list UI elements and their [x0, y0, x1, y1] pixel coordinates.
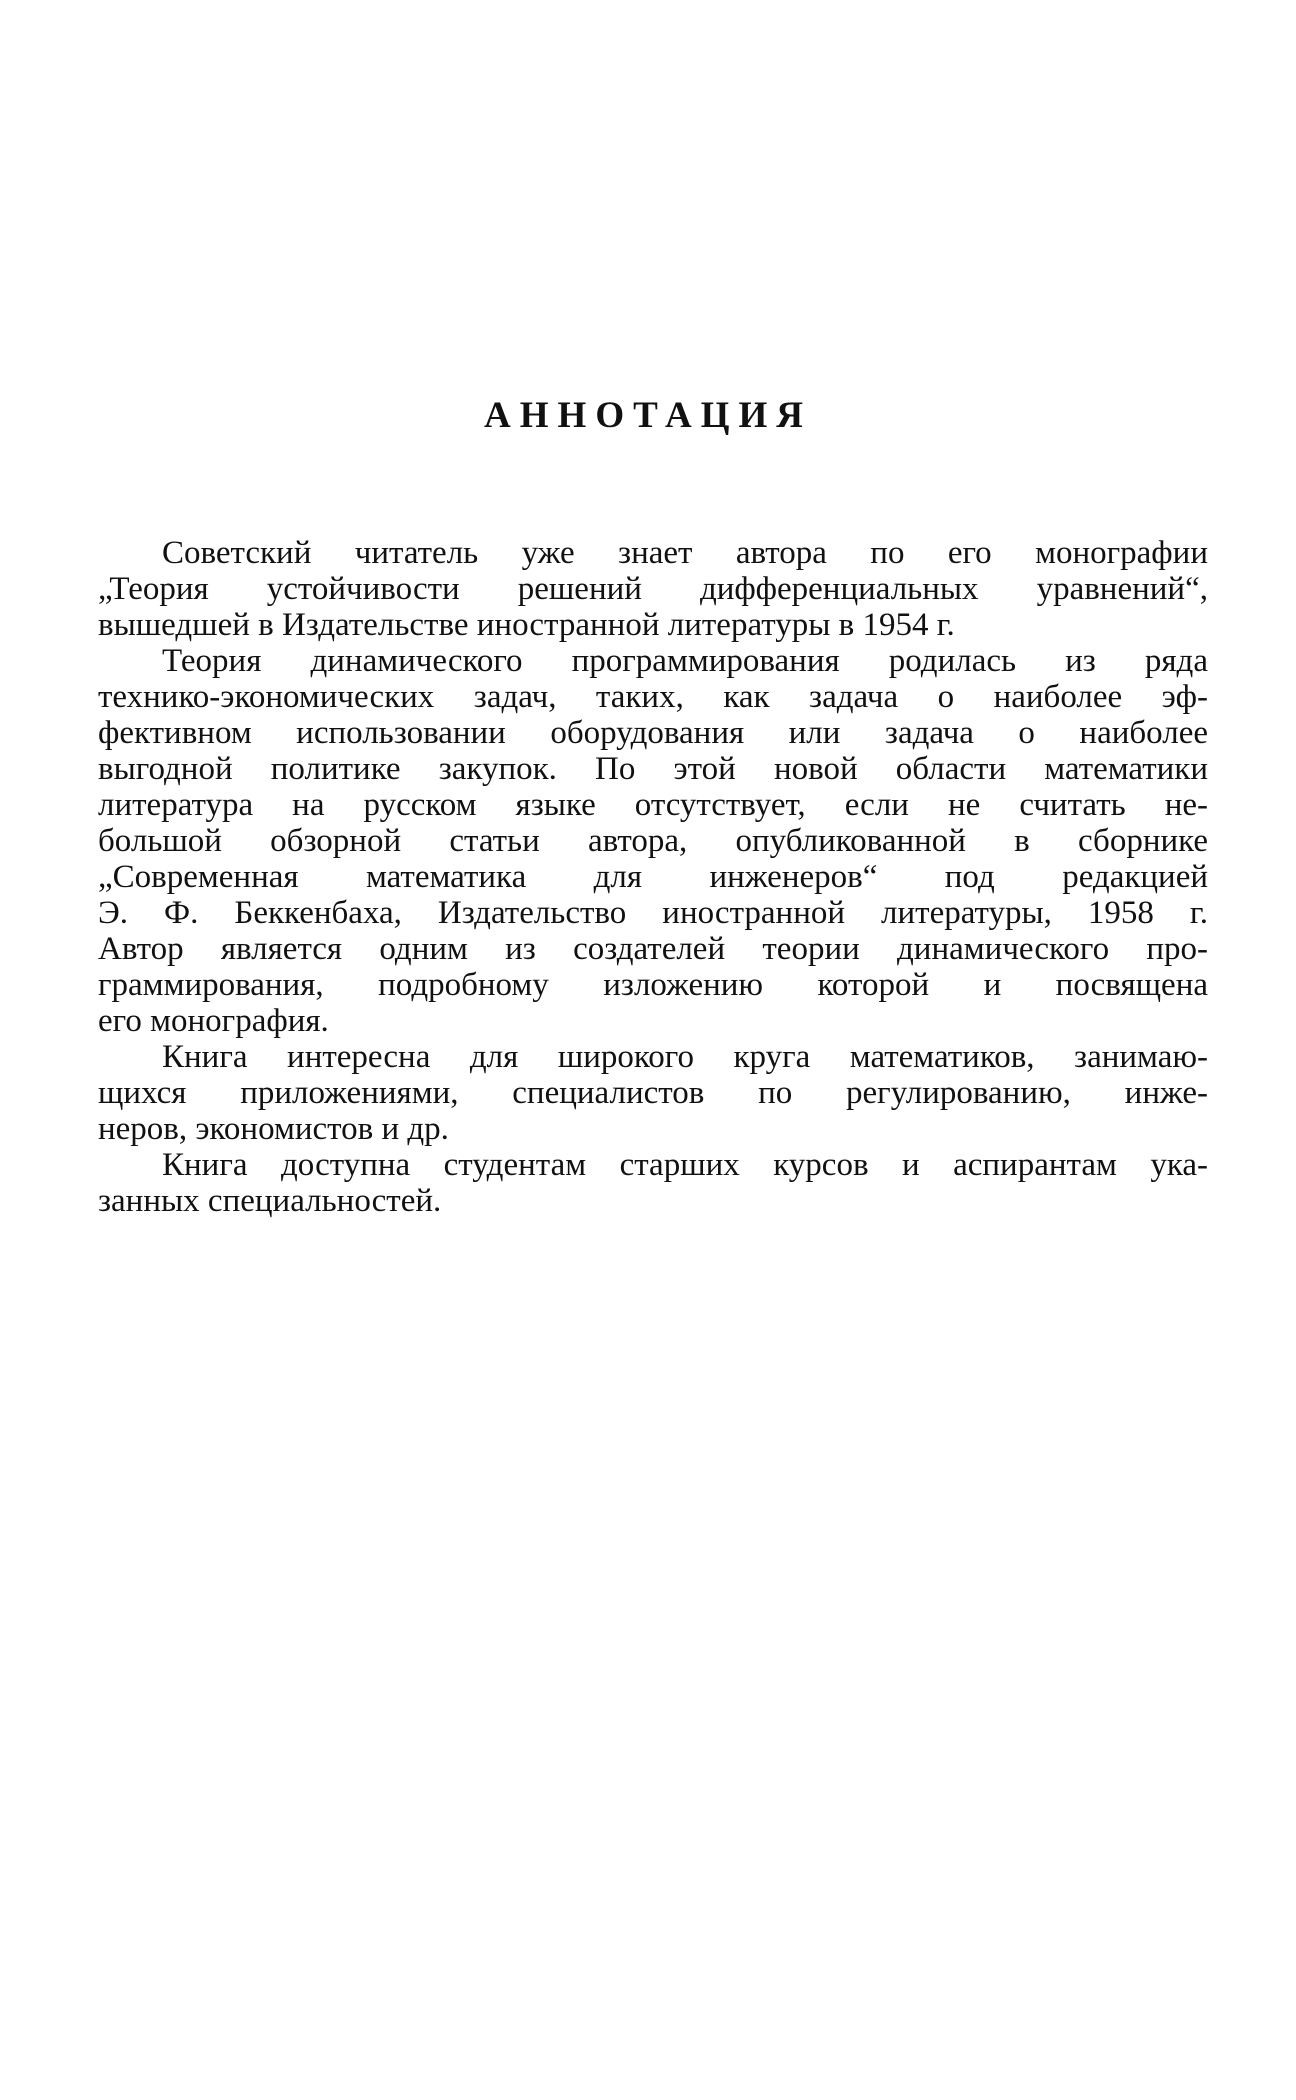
text-line: неров, экономистов и др.: [98, 1111, 449, 1147]
text-line: „Теория устойчивости решений дифференциальных уравнений“,: [98, 571, 1208, 607]
text-line: щихся приложениями, специалистов по регулированию, инже-: [98, 1075, 1208, 1111]
text-line: выгодной политике закупок. По этой новой области математики: [98, 751, 1208, 787]
text-line: большой обзорной статьи автора, опубликованной в сборнике: [98, 823, 1208, 859]
text-line: вышедшей в Издательстве иностранной литературы в 1954 г.: [98, 607, 955, 643]
text-line: Теория динамического программирования родилась из ряда: [162, 643, 1208, 679]
text-line: „Современная математика для инженеров“ под редакцией: [98, 859, 1208, 895]
text-line: Книга интересна для широкого круга математиков, занимаю-: [162, 1039, 1208, 1075]
annotation-title: АННОТАЦИЯ: [484, 395, 812, 436]
text-line: его монография.: [98, 1003, 329, 1039]
text-line: Книга доступна студентам старших курсов и аспирантам ука-: [162, 1147, 1208, 1183]
annotation-body: [98, 535, 1208, 1219]
text-line: Советский читатель уже знает автора по его монографии: [162, 535, 1208, 571]
text-line: Автор является одним из создателей теории динамического про-: [98, 931, 1208, 967]
text-line: литература на русском языке отсутствует, если не считать не-: [98, 787, 1208, 823]
text-line: Э. Ф. Беккенбаха, Издательство иностранной литературы, 1958 г.: [98, 895, 1208, 931]
text-line: технико-экономических задач, таких, как задача о наиболее эф-: [98, 679, 1208, 715]
text-line: граммирования, подробному изложению которой и посвящена: [98, 967, 1208, 1003]
text-line: занных специальностей.: [98, 1183, 442, 1219]
text-line: фективном использовании оборудования или задача о наиболее: [98, 715, 1208, 751]
